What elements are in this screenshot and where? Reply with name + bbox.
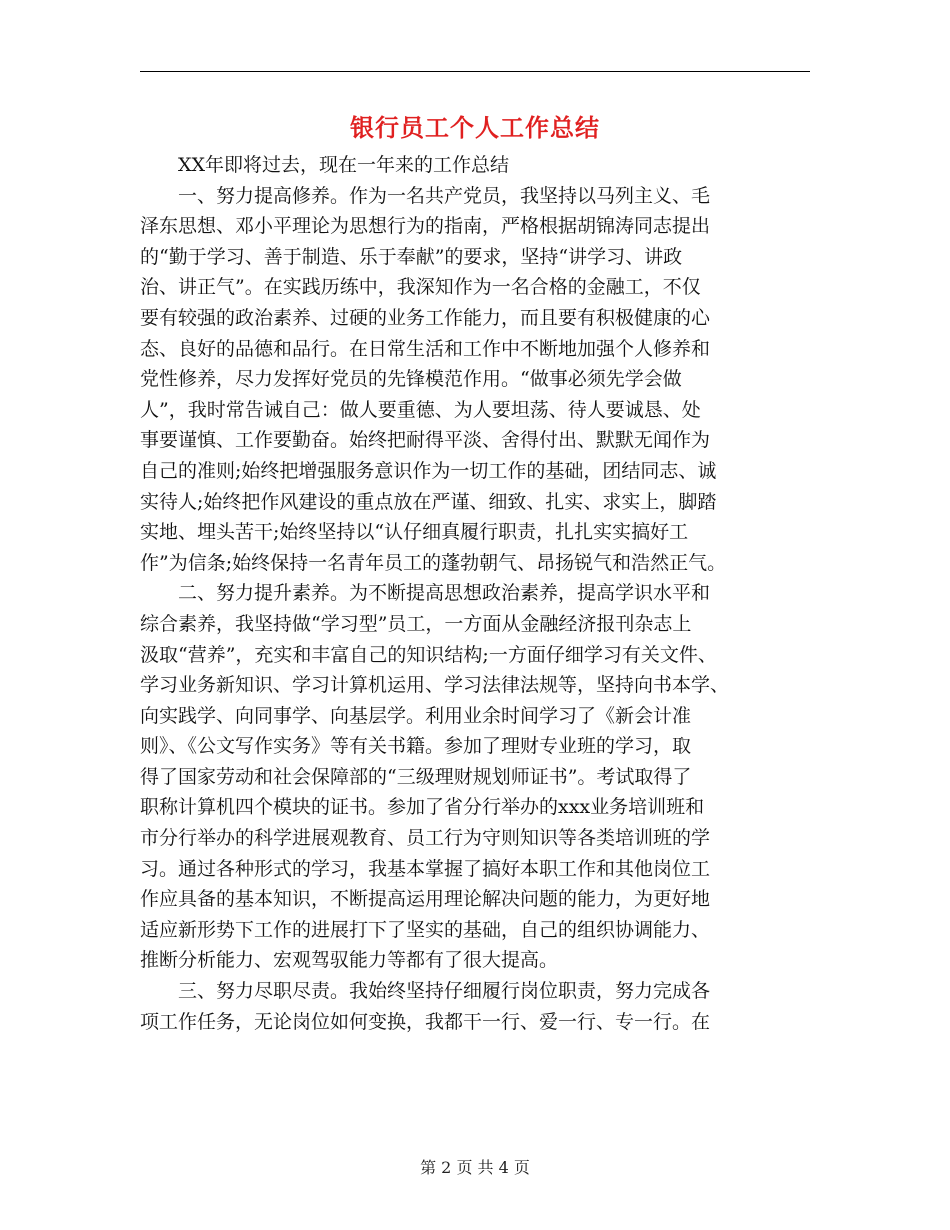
body-line: 人”，我时常告诫自己：做人要重德、为人要坦荡、待人要诚恳、处 <box>140 398 701 421</box>
document-body <box>140 150 810 1037</box>
body-line: 则》、《公文写作实务》等有关书籍。参加了理财专业班的学习，取 <box>140 735 692 758</box>
body-line: 习。通过各种形式的学习，我基本掌握了搞好本职工作和其他岗位工 <box>140 857 711 880</box>
body-line: 综合素养，我坚持做“学习型”员工，一方面从金融经济报刊杂志上 <box>140 612 692 635</box>
document-title: 银行员工个人工作总结 <box>350 114 600 142</box>
body-line: 实地、埋头苦干;始终坚持以“认仔细真履行职责，扎扎实实搞好工 <box>140 521 689 544</box>
body-line: 向实践学、向同事学、向基层学。利用业余时间学习了《新会计准 <box>140 704 692 727</box>
body-line: 推断分析能力、宏观驾驭能力等都有了很大提高。 <box>140 949 559 972</box>
body-line: 项工作任务，无论岗位如何变换，我都干一行、爱一行、专一行。在 <box>140 1010 711 1033</box>
body-line: 实待人;始终把作风建设的重点放在严谨、细致、扎实、求实上，脚踏 <box>140 490 717 513</box>
body-line: 适应新形势下工作的进展打下了坚实的基础，自己的组织协调能力、 <box>140 918 711 941</box>
body-line: 治、讲正气”。在实践历练中，我深知作为一名合格的金融工，不仅 <box>140 276 701 299</box>
page-number: 第 2 页 共 4 页 <box>420 1158 530 1177</box>
body-line: 三、努力尽职尽责。我始终坚持仔细履行岗位职责，努力完成各 <box>140 980 711 1003</box>
body-line: 学习业务新知识、学习计算机运用、学习法律法规等，坚持向书本学、 <box>140 674 730 697</box>
body-line: 态、良好的品德和品行。在日常生活和工作中不断地加强个人修养和 <box>140 337 711 360</box>
body-line: 泽东思想、邓小平理论为思想行为的指南，严格根据胡锦涛同志提出 <box>140 215 711 238</box>
body-line: 汲取“营养”，充实和丰富自己的知识结构;一方面仔细学习有关文件、 <box>140 643 717 666</box>
body-line: 作应具备的基本知识，不断提高运用理论解决问题的能力，为更好地 <box>140 888 711 911</box>
body-line: 自己的准则;始终把增强服务意识作为一切工作的基础，团结同志、诚 <box>140 459 717 482</box>
body-line: 党性修养，尽力发挥好党员的先锋模范作用。“做事必须先学会做 <box>140 368 682 391</box>
body-line: 作”为信条;始终保持一名青年员工的蓬勃朝气、昂扬锐气和浩然正气。 <box>140 551 727 574</box>
body-line: 一、努力提高修养。作为一名共产党员，我坚持以马列主义、毛 <box>140 184 711 207</box>
body-line: XX年即将过去，现在一年来的工作总结 <box>140 154 510 176</box>
body-line: 职称计算机四个模块的证书。参加了省分行举办的xxx业务培训班和 <box>140 796 705 819</box>
body-line: 要有较强的政治素养、过硬的业务工作能力，而且要有积极健康的心 <box>140 306 711 329</box>
body-line: 的“勤于学习、善于制造、乐于奉献”的要求，坚持“讲学习、讲政 <box>140 245 683 268</box>
body-line: 事要谨慎、工作要勤奋。始终把耐得平淡、舍得付出、默默无闻作为 <box>140 429 711 452</box>
body-line: 得了国家劳动和社会保障部的“三级理财规划师证书”。考试取得了 <box>140 765 692 788</box>
body-line: 二、努力提升素养。为不断提高思想政治素养，提高学识水平和 <box>140 582 711 605</box>
header-rule <box>140 71 810 72</box>
body-line: 市分行举办的科学进展观教育、员工行为守则知识等各类培训班的学 <box>140 827 711 850</box>
